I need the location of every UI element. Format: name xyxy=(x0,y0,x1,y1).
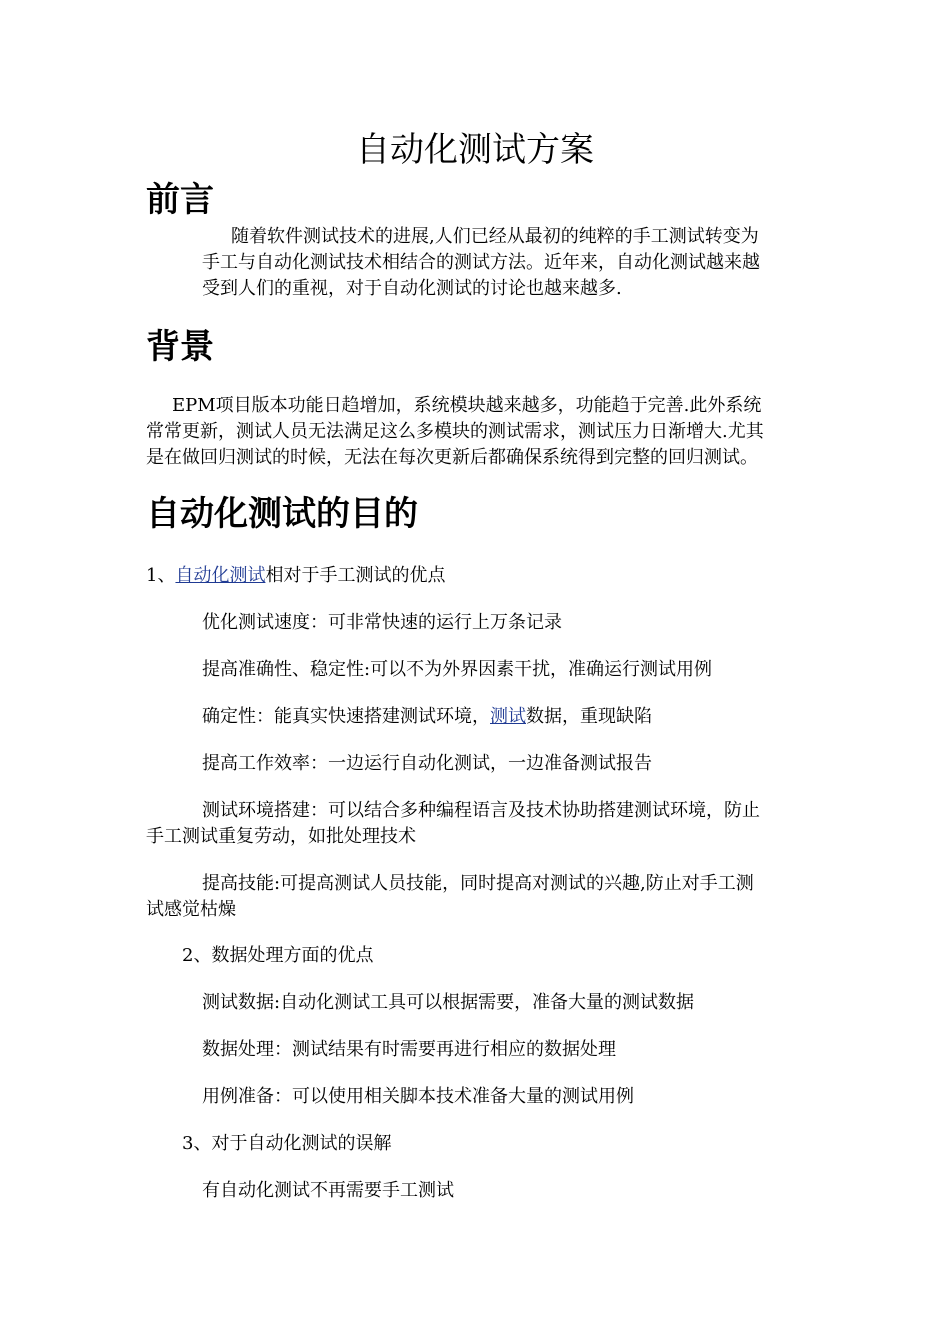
efficiency-text: 提高工作效率：一边运行自动化测试，一边准备测试报告 xyxy=(202,753,652,774)
background-line-2: 常常更新，测试人员无法满足这么多模块的测试需求，测试压力日渐增大.尤其 xyxy=(146,421,764,442)
speed-text: 优化测试速度：可非常快速的运行上万条记录 xyxy=(202,612,562,633)
determinism-text xyxy=(202,704,652,730)
item-1-prefix: 1、 xyxy=(146,565,176,586)
accuracy-text: 提高准确性、稳定性:可以不为外界因素干扰，准确运行测试用例 xyxy=(202,659,713,680)
misconception-1-text: 有自动化测试不再需要手工测试 xyxy=(202,1180,454,1201)
test-data-text: 测试数据:自动化测试工具可以根据需要，准备大量的测试数据 xyxy=(202,992,695,1013)
purpose-item-1 xyxy=(146,563,445,589)
item-1-suffix: 相对于手工测试的优点 xyxy=(265,565,446,586)
preface-line-3: 受到人们的重视，对于自动化测试的讨论也越来越多. xyxy=(202,278,622,299)
determinism-suffix: 数据，重现缺陷 xyxy=(526,706,652,727)
determinism-prefix: 确定性：能真实快速搭建测试环境， xyxy=(202,706,490,727)
preface-line-1: 随着软件测试技术的进展,人们已经从最初的纯粹的手工测试转变为 xyxy=(231,226,759,247)
case-prep-text: 用例准备：可以使用相关脚本技术准备大量的测试用例 xyxy=(202,1086,634,1107)
env-paragraph xyxy=(146,798,760,850)
purpose-item-2: 2、数据处理方面的优点 xyxy=(182,945,374,966)
heading-background: 背景 xyxy=(146,327,214,367)
background-line-3: 是在做回归测试的时候，无法在每次更新后都确保系统得到完整的回归测试。 xyxy=(146,447,758,468)
skill-line-1: 提高技能:可提高测试人员技能，同时提高对测试的兴趣,防止对手工测 xyxy=(202,873,754,894)
data-processing-text: 数据处理：测试结果有时需要再进行相应的数据处理 xyxy=(202,1039,616,1060)
skill-paragraph xyxy=(146,871,754,923)
document-title: 自动化测试方案 xyxy=(356,130,594,170)
background-line-1: EPM项目版本功能日趋增加，系统模块越来越多，功能趋于完善.此外系统 xyxy=(172,395,762,416)
preface-line-2: 手工与自动化测试技术相结合的测试方法。近年来，自动化测试越来越 xyxy=(202,252,760,273)
testing-link[interactable]: 测试 xyxy=(490,706,526,727)
background-paragraph xyxy=(146,393,764,471)
automation-testing-link[interactable]: 自动化测试 xyxy=(175,565,266,586)
skill-line-2: 试感觉枯燥 xyxy=(146,899,236,920)
heading-purpose: 自动化测试的目的 xyxy=(146,494,418,534)
env-line-2: 手工测试重复劳动，如批处理技术 xyxy=(146,826,416,847)
heading-preface: 前言 xyxy=(146,180,214,220)
env-line-1: 测试环境搭建：可以结合多种编程语言及技术协助搭建测试环境，防止 xyxy=(202,800,760,821)
preface-paragraph xyxy=(202,224,760,302)
purpose-item-3: 3、对于自动化测试的误解 xyxy=(182,1133,392,1154)
